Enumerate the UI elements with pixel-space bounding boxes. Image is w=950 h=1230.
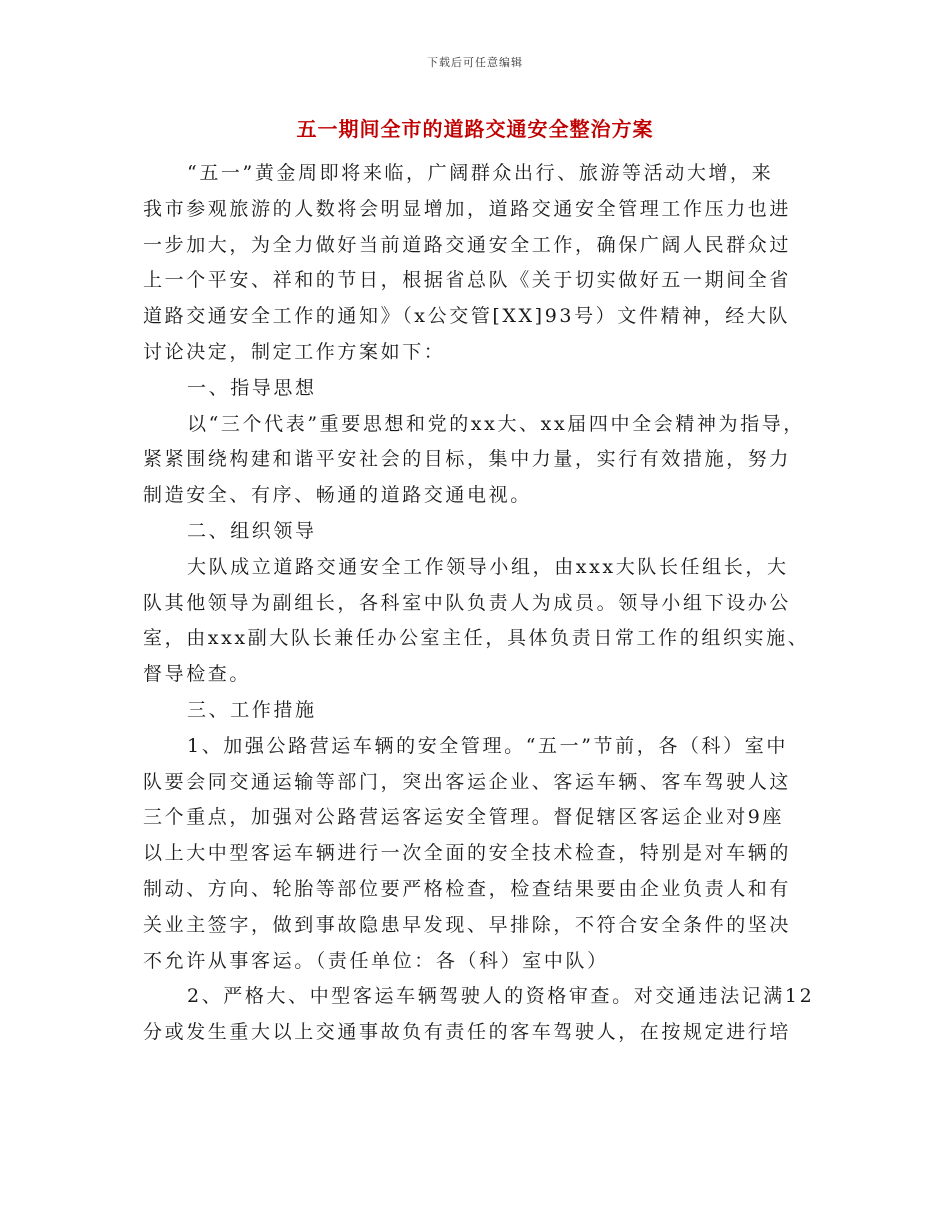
text-line: 三、工作措施 bbox=[187, 698, 317, 721]
text-line: 督导检查。 bbox=[143, 663, 252, 686]
header-note: 下载后可任意编辑 bbox=[427, 56, 523, 69]
text-line: 队其他领导为副组长，各科室中队负责人为成员。领导小组下设办公 bbox=[143, 591, 792, 614]
text-line: 制动、方向、轮胎等部位要严格检查，检查结果要由企业负责人和有 bbox=[143, 877, 792, 900]
document-body bbox=[143, 156, 843, 1051]
text-line: 不允许从事客运。（责任单位：各（科）室中队） bbox=[143, 949, 609, 972]
text-line: 紧紧围绕构建和谐平安社会的目标，集中力量，实行有效措施，努力 bbox=[143, 448, 792, 471]
text-line: 关业主签字，做到事故隐患早发现、早排除，不符合安全条件的坚决 bbox=[143, 913, 792, 936]
text-line: 队要会同交通运输等部门，突出客运企业、客运车辆、客车驾驶人这 bbox=[143, 770, 792, 793]
text-line: 制造安全、有序、畅通的道路交通电视。 bbox=[143, 484, 532, 507]
text-line: 我市参观旅游的人数将会明显增加，道路交通安全管理工作压力也进 bbox=[143, 197, 792, 220]
document-title: 五一期间全市的道路交通安全整治方案 bbox=[296, 117, 654, 141]
text-line: 以上大中型客运车辆进行一次全面的安全技术检查，特别是对车辆的 bbox=[143, 842, 792, 865]
text-line: 道路交通安全工作的通知》（x公交管[XX]93号）文件精神，经大队 bbox=[143, 305, 791, 328]
text-line: 讨论决定，制定工作方案如下： bbox=[143, 340, 446, 363]
text-line: 一步加大，为全力做好当前道路交通安全工作，确保广阔人民群众过 bbox=[143, 233, 792, 256]
text-line: 一、指导思想 bbox=[187, 376, 317, 399]
text-line: “五一”黄金周即将来临，广阔群众出行、旅游等活动大增，来 bbox=[187, 162, 774, 184]
text-line: 1、加强公路营运车辆的安全管理。“五一”节前，各（科）室中 bbox=[187, 734, 788, 757]
text-line: 上一个平安、祥和的节日，根据省总队《关于切实做好五一期间全省 bbox=[143, 269, 792, 292]
text-line: 以“三个代表”重要思想和党的xx大、xx届四中全会精神为指导， bbox=[187, 412, 805, 435]
text-line: 大队成立道路交通安全工作领导小组，由xxx大队长任组长，大 bbox=[187, 555, 789, 578]
text-line: 二、组织领导 bbox=[187, 519, 317, 542]
text-line: 分或发生重大以上交通事故负有责任的客车驾驶人，在按规定进行培 bbox=[143, 1021, 792, 1044]
text-line: 室，由xxx副大队长兼任办公室主任，具体负责日常工作的组织实施、 bbox=[143, 627, 810, 650]
text-line: 三个重点，加强对公路营运客运安全管理。督促辖区客运企业对9座 bbox=[143, 806, 785, 829]
text-line: 2、严格大、中型客运车辆驾驶人的资格审查。对交通违法记满12 bbox=[187, 985, 815, 1008]
